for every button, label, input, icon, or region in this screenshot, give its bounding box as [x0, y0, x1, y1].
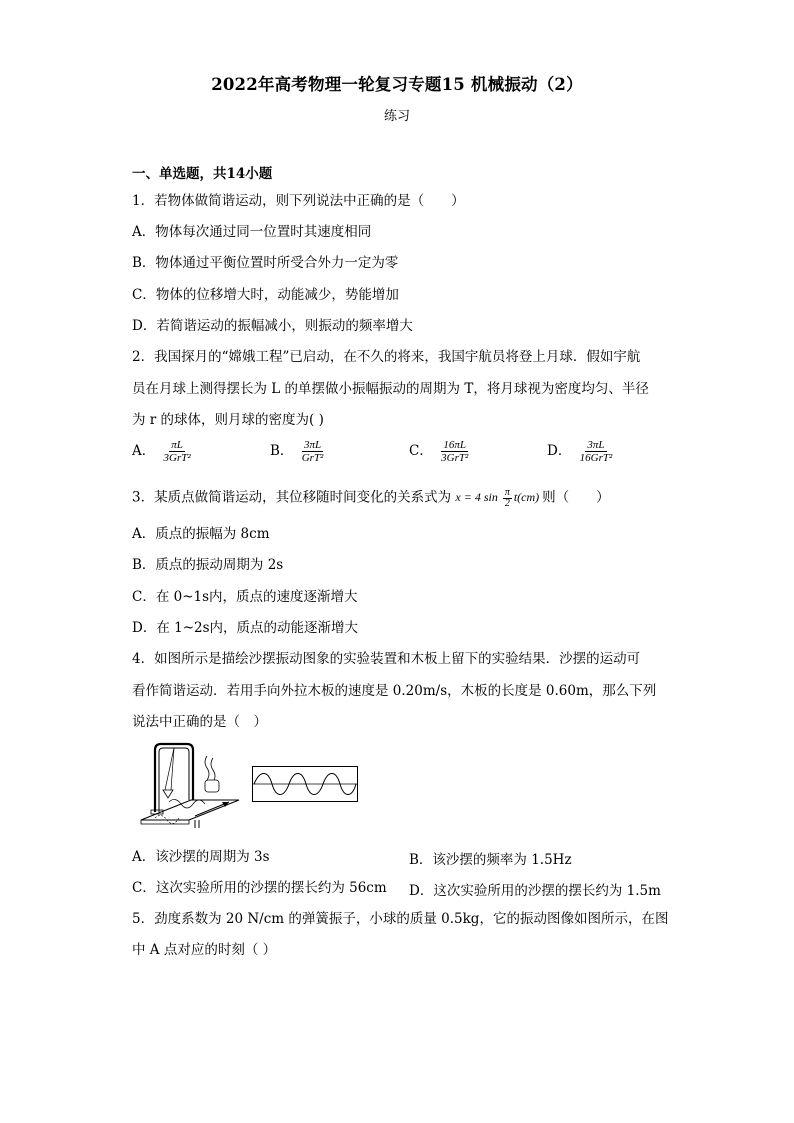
section-heading: 一、单选题，共14小题 [132, 166, 273, 182]
question-2-option-b: B． $\frac{3\pi L}{\text{GrT²}}$ [270, 439, 324, 464]
fraction: $\frac{\pi L}{\text{3GrT²}}$ [163, 439, 191, 464]
question-3-option-c: C．在 0~1s内，质点的速度逐渐增大 [132, 589, 358, 605]
question-2-stem-line-3: 为 r 的球体，则月球的密度为( ) [132, 412, 324, 428]
question-5-stem-line-2: 中 A 点对应的时刻（ ） [132, 942, 277, 958]
question-4-option-d: D．这次实验所用的沙摆的摆长约为 1.5m [409, 883, 661, 899]
question-2-option-c: C． $\frac{16\pi L}{\text{3GrT²}}$ [409, 439, 469, 464]
question-3-option-b: B．质点的振动周期为 2s [132, 557, 284, 573]
formula: x = 4 sin $\frac{\pi}{2}$ t(cm) [455, 487, 540, 509]
question-1-option-c: C．物体的位移增大时，动能减少，势能增加 [132, 287, 399, 303]
question-1-option-b: B．物体通过平衡位置时所受合外力一定为零 [132, 255, 399, 271]
question-4-option-a: A．该沙摆的周期为 3s [132, 849, 270, 865]
question-5-stem-line-1: 5．劲度系数为 20 N/cm 的弹簧振子，小球的质量 0.5kg，它的振动图像如图所示，在图 [132, 911, 669, 927]
question-1-option-d: D．若简谐运动的振幅减小，则振动的频率增大 [132, 318, 413, 334]
question-3-option-d: D．在 1~2s内，质点的动能逐渐增大 [132, 620, 359, 636]
question-4-option-c: C．这次实验所用的沙摆的摆长约为 56cm [132, 880, 387, 896]
question-3-stem: 3．某质点做简谐运动，其位移随时间变化的关系式为 x = 4 sin $\frac{\pi}{2}$ t(cm) 则（ ） [132, 487, 610, 509]
document-subtitle: 练习 [383, 109, 410, 124]
question-2-stem-line-1: 2．我国探月的“嫦娥工程”已启动，在不久的将来，我国宇航员将登上月球．假如宇航 [132, 349, 641, 365]
sine-wave-trace-figure [252, 766, 358, 802]
question-3-option-a: A．质点的振幅为 8cm [132, 526, 270, 542]
question-2-option-a: A． $\frac{\pi L}{\text{3GrT²}}$ [132, 439, 191, 464]
question-1-stem: 1．若物体做简谐运动，则下列说法中正确的是（ ） [132, 193, 465, 209]
question-4-stem-line-1: 4．如图所示是描绘沙摆振动图象的实验装置和木板上留下的实验结果．沙摆的运动可 [132, 651, 641, 667]
document-title: 2022年高考物理一轮复习专题15 机械振动（2） [211, 75, 583, 94]
question-1-option-a: A．物体每次通过同一位置时其速度相同 [132, 224, 372, 240]
question-4-option-b: B．该沙摆的频率为 1.5Hz [409, 852, 572, 868]
question-4-stem-line-3: 说法中正确的是（ ） [132, 714, 267, 730]
question-2-option-d: D． $\frac{3\pi L}{\text{16GrT²}}$ [547, 439, 613, 464]
fraction: $\frac{3\pi L}{\text{16GrT²}}$ [579, 439, 613, 464]
fraction: $\frac{3\pi L}{\text{GrT²}}$ [301, 439, 324, 464]
question-4-stem-line-2: 看作简谐运动．若用手向外拉木板的速度是 0.20m/s，木板的长度是 0.60m，那么下列 [132, 683, 657, 699]
question-2-stem-line-2: 员在月球上测得摆长为 L 的单摆做小振幅振动的周期为 T，将月球视为密度均匀、半径 [132, 381, 649, 397]
fraction: $\frac{16\pi L}{\text{3GrT²}}$ [441, 439, 469, 464]
sand-pendulum-apparatus-figure [135, 740, 245, 832]
